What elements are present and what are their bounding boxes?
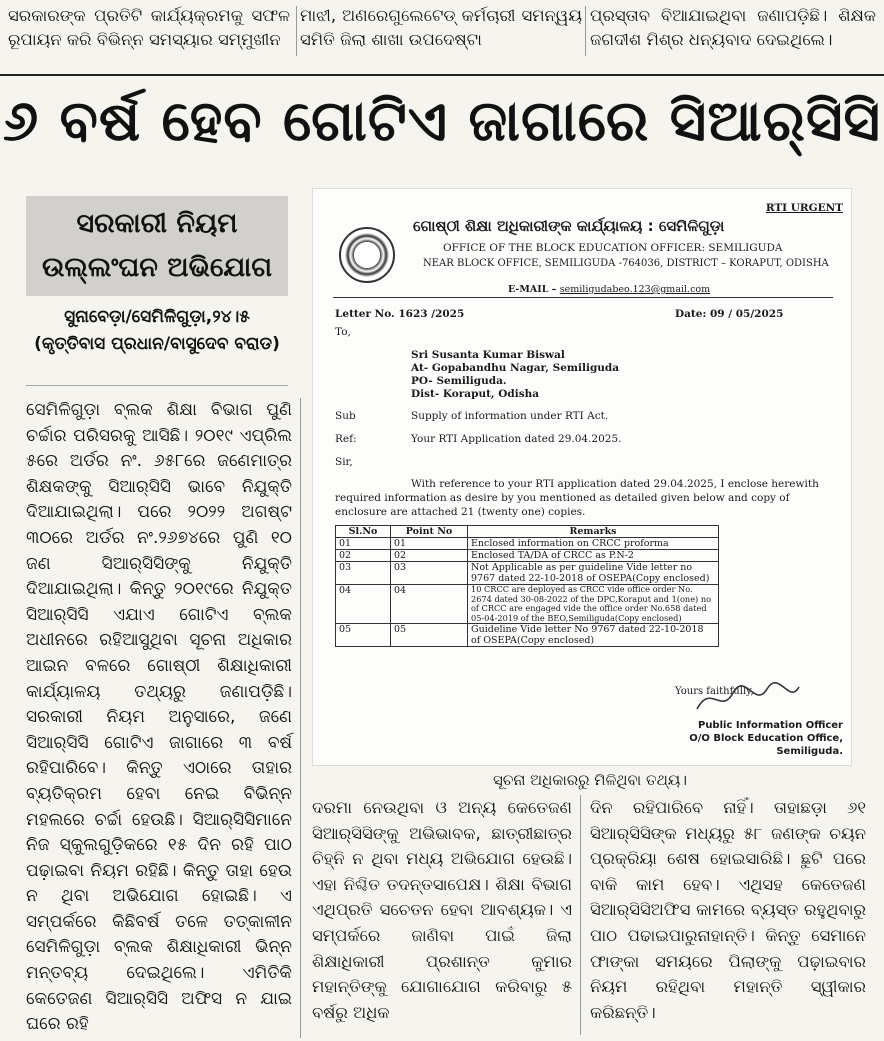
addressee-line: PO- Semiliguda. (411, 375, 507, 387)
table-row (336, 562, 719, 585)
column-divider (580, 795, 581, 1035)
article-text: ସେମିଳିଗୁଡ଼ା ବ୍ଲକ ଶିକ୍ଷା ବିଭାଗ ପୁଣି ଚର୍ଚ୍ଚାର ପରିସରକୁ ଆସିଛି। ୨୦୧୯ ଏପ୍ରିଲ ୫ରେ ଅର୍ଡର ନଂ. ୬୫୮ରେ ଜଣେମାତ୍ର ଶିକ୍ଷକଙ୍କୁ ସିଆର୍‌ସିସି ଭାବେ ନିଯୁକ୍ତି ଦିଆଯାଇଥିଲା। ପରେ ୨୦୨୨ ଅଗଷ୍ଟ ୩୦ରେ ଅର୍ଡର ନଂ.୨୬୭୪ରେ ପୁଣି ୧୦ ଜଣ ସିଆର୍‌ସିସିଙ୍କୁ ନିଯୁକ୍ତି ଦିଆଯାଇଥିଲା। କିନ୍ତୁ ୨୦୧୯ରେ ନିଯୁକ୍ତ ସିଆର୍‌ସିସି ଏଯାଏ ଗୋଟିଏ ବ୍ଲକ ଅଧୀନରେ ରହିଆସୁଥିବା ସୂଚନା ଅଧିକାର ଆଇନ ବଳରେ ଗୋଷ୍ଠୀ ଶିକ୍ଷାଧିକାରୀ କାର୍ଯ୍ୟାଳୟ ତଥ୍ୟରୁ ଜଣାପଡ଼ିଛି। ସରକାରୀ ନିୟମ ଅନୁସାରେ, ଜଣେ ସିଆର୍‌ସିସି ଗୋଟିଏ ଜାଗାରେ ୩ ବର୍ଷ ରହିପାରିବେ। କିନ୍ତୁ ଏଠାରେ ତାହାର ବ୍ୟତିକ୍ରମ ହେବା ନେଇ ବିଭିନ୍ନ ମହଲରେ ଚର୍ଚ୍ଚା ହେଉଛି। ସିଆର୍‌ସିସିମାନେ ନିଜ ସ୍କୁଲଗୁଡ଼ିକରେ ୧୫ ଦିନ ରହି ପାଠ ପଢ଼ାଇବା ନିୟମ ରହିଛି। କିନ୍ତୁ ତାହା ହେଉ ନ ଥିବା ଅଭିଯୋଗ ହୋଇଛି। ଏ ସମ୍ପର୍କରେ କିଛିବର୍ଷ ତଳେ ତତ୍କାଳୀନ ସେମିଳିଗୁଡ଼ା ବ୍ଲକ ଶିକ୍ଷାଧିକାରୀ ଭିନ୍ନ ମନ୍ତବ୍ୟ ଦେଇଥିଲେ। ଏମିତିକି କେତେଜଣ ସିଆର୍‌ସିସି ଅଫିସ ନ ଯାଇ ଘରେ ରହି (26, 400, 292, 1035)
dateline (26, 304, 288, 358)
subject-label: Sub (335, 410, 356, 422)
kicker-line-1: ସରକାରୀ ନିୟମ (76, 208, 238, 239)
table-cell: Guideline Vide letter No 9767 dated 22-10-2018 of OSEPA(Copy enclosed) (468, 624, 719, 647)
top-column-3 (590, 4, 876, 52)
office-address: NEAR BLOCK OFFICE, SEMILIGUDA -764036, DISTRICT – KORAPUT, ODISHA (423, 258, 829, 269)
letterhead-rule (333, 297, 833, 298)
top-column-text: ପ୍ରସ୍ତାବ ବିଆଯାଇଥିବା ଜଣାପଡ଼ିଛି। ଶିକ୍ଷକ ଜଗଦୀଶ ମିଶ୍ର ଧନ୍ୟବାଦ ଦେଇଥିଲେ। (590, 6, 876, 49)
column-divider (300, 398, 301, 1038)
divider (26, 385, 288, 386)
table-cell: Enclosed information on CRCC proforma (468, 538, 719, 550)
table-row (336, 624, 719, 647)
table-cell: 03 (336, 562, 391, 585)
table-cell: 03 (391, 562, 468, 585)
dateline-place: ସୁନାବେଡ଼ା/ସେମିଳିଗୁଡ଼ା,୨୪।୫ (64, 307, 250, 327)
table-cell: 05 (336, 624, 391, 647)
reference-text: Your RTI Application dated 29.04.2025. (411, 433, 622, 445)
table-cell: 01 (336, 538, 391, 550)
top-column-text: ସରକାରଙ୍କ ପ୍ରତିଟି କାର୍ଯ୍ୟକ୍ରମକୁ ସଫଳ ରୂପାୟନ କରି ବିଭିନ୍ନ ସମସ୍ୟାର ସମ୍ମୁଖୀନ (8, 6, 290, 49)
letter-number: Letter No. 1623 /2025 (335, 308, 465, 320)
dateline-authors: (କୃତ୍ତିବାସ ପ୍ରଧାନ/ବାସୁଦେବ ବରାଡ) (34, 334, 280, 354)
table-row (336, 585, 719, 624)
addressee-line: Dist- Koraput, Odisha (411, 388, 540, 400)
top-column-2 (300, 4, 582, 52)
article-column-3 (590, 795, 866, 1025)
office-name-odia: ଗୋଷ୍ଠୀ ଶିକ୍ଷା ଅଧିକାରୀଙ୍କ କାର୍ଯ୍ୟାଳୟ : ସେମିଳିଗୁଡ଼ା (413, 217, 725, 235)
table-cell: Enclosed TA/DA of CRCC as P.N-2 (468, 550, 719, 562)
letter-paragraph: With reference to your RTI application dated 29.04.2025, I enclose herewith required information as desire by you mentioned as detailed given below and copy of enclosure are attached 21 (twenty one) copies. (335, 478, 819, 518)
image-caption: ସୂଚନା ଅଧିକାରରୁ ମିଳିଥିବା ତଥ୍ୟ। (492, 771, 687, 789)
table-cell: Not Applicable as per guideline Vide letter no 9767 dated 22-10-2018 of OSEPA(Copy enclosed) (468, 562, 719, 585)
table-cell: 01 (391, 538, 468, 550)
office-name-english: OFFICE OF THE BLOCK EDUCATION OFFICER: SEMILIGUDA (443, 242, 783, 254)
top-column-1 (8, 4, 290, 52)
officer-block (643, 719, 843, 758)
rti-letter-image (312, 188, 852, 766)
officer-line: Public Information Officer (697, 720, 843, 731)
email-label: E-MAIL – (508, 284, 560, 295)
officer-line: O/O Block Education Office, (689, 733, 843, 744)
addressee-line: Sri Susanta Kumar Biswal (411, 349, 565, 361)
salutation: Sir, (335, 456, 353, 468)
office-email (508, 283, 710, 297)
article-column-1 (26, 398, 292, 1038)
addressee-line: At- Gopabandhu Nagar, Semiliguda (411, 362, 620, 374)
top-column-text: ମାଝୀ, ଅଣରେଗୁଲେଟେଡ୍ କର୍ମଚାରୀ ସମନ୍ୱୟ ସମିତି ଜିଲା ଶାଖା ଉପଦେଷ୍ଟା (300, 6, 582, 49)
officer-line: Semiliguda. (776, 746, 843, 757)
signature-scribble-icon (693, 679, 803, 719)
article-column-2 (312, 795, 572, 1025)
emblem-seal-icon (339, 227, 395, 283)
rti-urgent-stamp: RTI URGENT (765, 202, 843, 214)
table-cell: 10 CRCC are deployed as CRCC vide office order No. 2674 dated 30-08-2022 of the DPC,Koraput and 1(one) no of CRCC are engaged vide the office order No.658 dated 05-04-2019 of the BEO,Semiliguda(Copy enclosed) (468, 585, 719, 624)
table-header-row (336, 526, 719, 538)
remarks-table (335, 525, 719, 647)
column-divider (296, 6, 297, 56)
table-cell: 05 (391, 624, 468, 647)
kicker-box (26, 196, 288, 296)
subject-text: Supply of information under RTI Act. (411, 410, 609, 422)
to-label: To, (335, 326, 351, 338)
reference-label: Ref: (335, 433, 357, 445)
table-row (336, 538, 719, 550)
column-header: Remarks (468, 526, 719, 538)
addressee-block (411, 349, 619, 401)
table-cell: 04 (336, 585, 391, 624)
table-cell: 02 (391, 550, 468, 562)
signature (693, 679, 803, 720)
column-divider (585, 6, 586, 56)
letter-date: Date: 09 / 05/2025 (675, 308, 784, 320)
article-text: ଦିନ ରହିପାରିବେ ନାହିଁ। ତାହାଛଡ଼ା ୬୧ ସିଆର୍‌ସିସିଙ୍କ ମଧ୍ୟରୁ ୫୮ ଜଣଙ୍କ ଚୟନ ପ୍ରକ୍ରିୟା ଶେଷ ହୋଇସାରିଛି। ଛୁଟି ପରେ ବାକି କାମ ହେବ। ଏଥିସହ କେତେଜଣ ସିଆର୍‌ସିସିଅଫିସ କାମରେ ବ୍ୟସ୍ତ ରହୁଥିବାରୁ ପାଠ ପଢାଇପାରୁନାହାନ୍ତି। କିନ୍ତୁ ସେମାନେ ଫାଙ୍କା ସମୟରେ ପିଲାଙ୍କୁ ପଢ଼ାଇବାର ନିୟମ ରହିଥିବା ମହାନ୍ତି ସ୍ୱୀକାର କରିଛନ୍ତି। (590, 798, 866, 1022)
table-row (336, 550, 719, 562)
article-text: ଦରମା ନେଉଥିବା ଓ ଅନ୍ୟ କେତେଜଣ ସିଆର୍‌ସିସିଙ୍କୁ ଅଭିଭାବକ, ଛାତ୍ରୀଛାତ୍ର ଚିହ୍ନି ନ ଥିବା ମଧ୍ୟ ଅଭିଯୋଗ ହେଉଛି। ଏହା ନିଶ୍ଚିତ ତଦନ୍ତସାପେକ୍ଷ। ଶିକ୍ଷା ବିଭାଗ ଏଥିପ୍ରତି ସଚେତନ ହେବା ଆବଶ୍ୟକ। ଏ ସମ୍ପର୍କରେ ଜାଣିବା ପାଇଁ ଜିଲା ଶିକ୍ଷାଧିକାରୀ ପ୍ରଶାନ୍ତ କୁମାର ମହାନ୍ତିଙ୍କୁ ଯୋଗାଯୋଗ କରିବାରୁ ୫ ବର୍ଷରୁ ଅଧିକ (312, 798, 572, 1022)
column-header: Sl.No (336, 526, 391, 538)
table-cell: 02 (336, 550, 391, 562)
closing: Yours faithfully, (675, 686, 754, 697)
table-cell: 04 (391, 585, 468, 624)
column-header: Point No (391, 526, 468, 538)
email-address: semiligudabeo.123@gmail.com (559, 284, 711, 295)
headline: ୬ ବର୍ଷ ହେବ ଗୋଟିଏ ଜାଗାରେ ସିଆର୍‌ସିସି (0, 74, 884, 168)
kicker-line-2: ଉଲ୍ଲଂଘନ ଅଭିଯୋଗ (41, 252, 273, 283)
